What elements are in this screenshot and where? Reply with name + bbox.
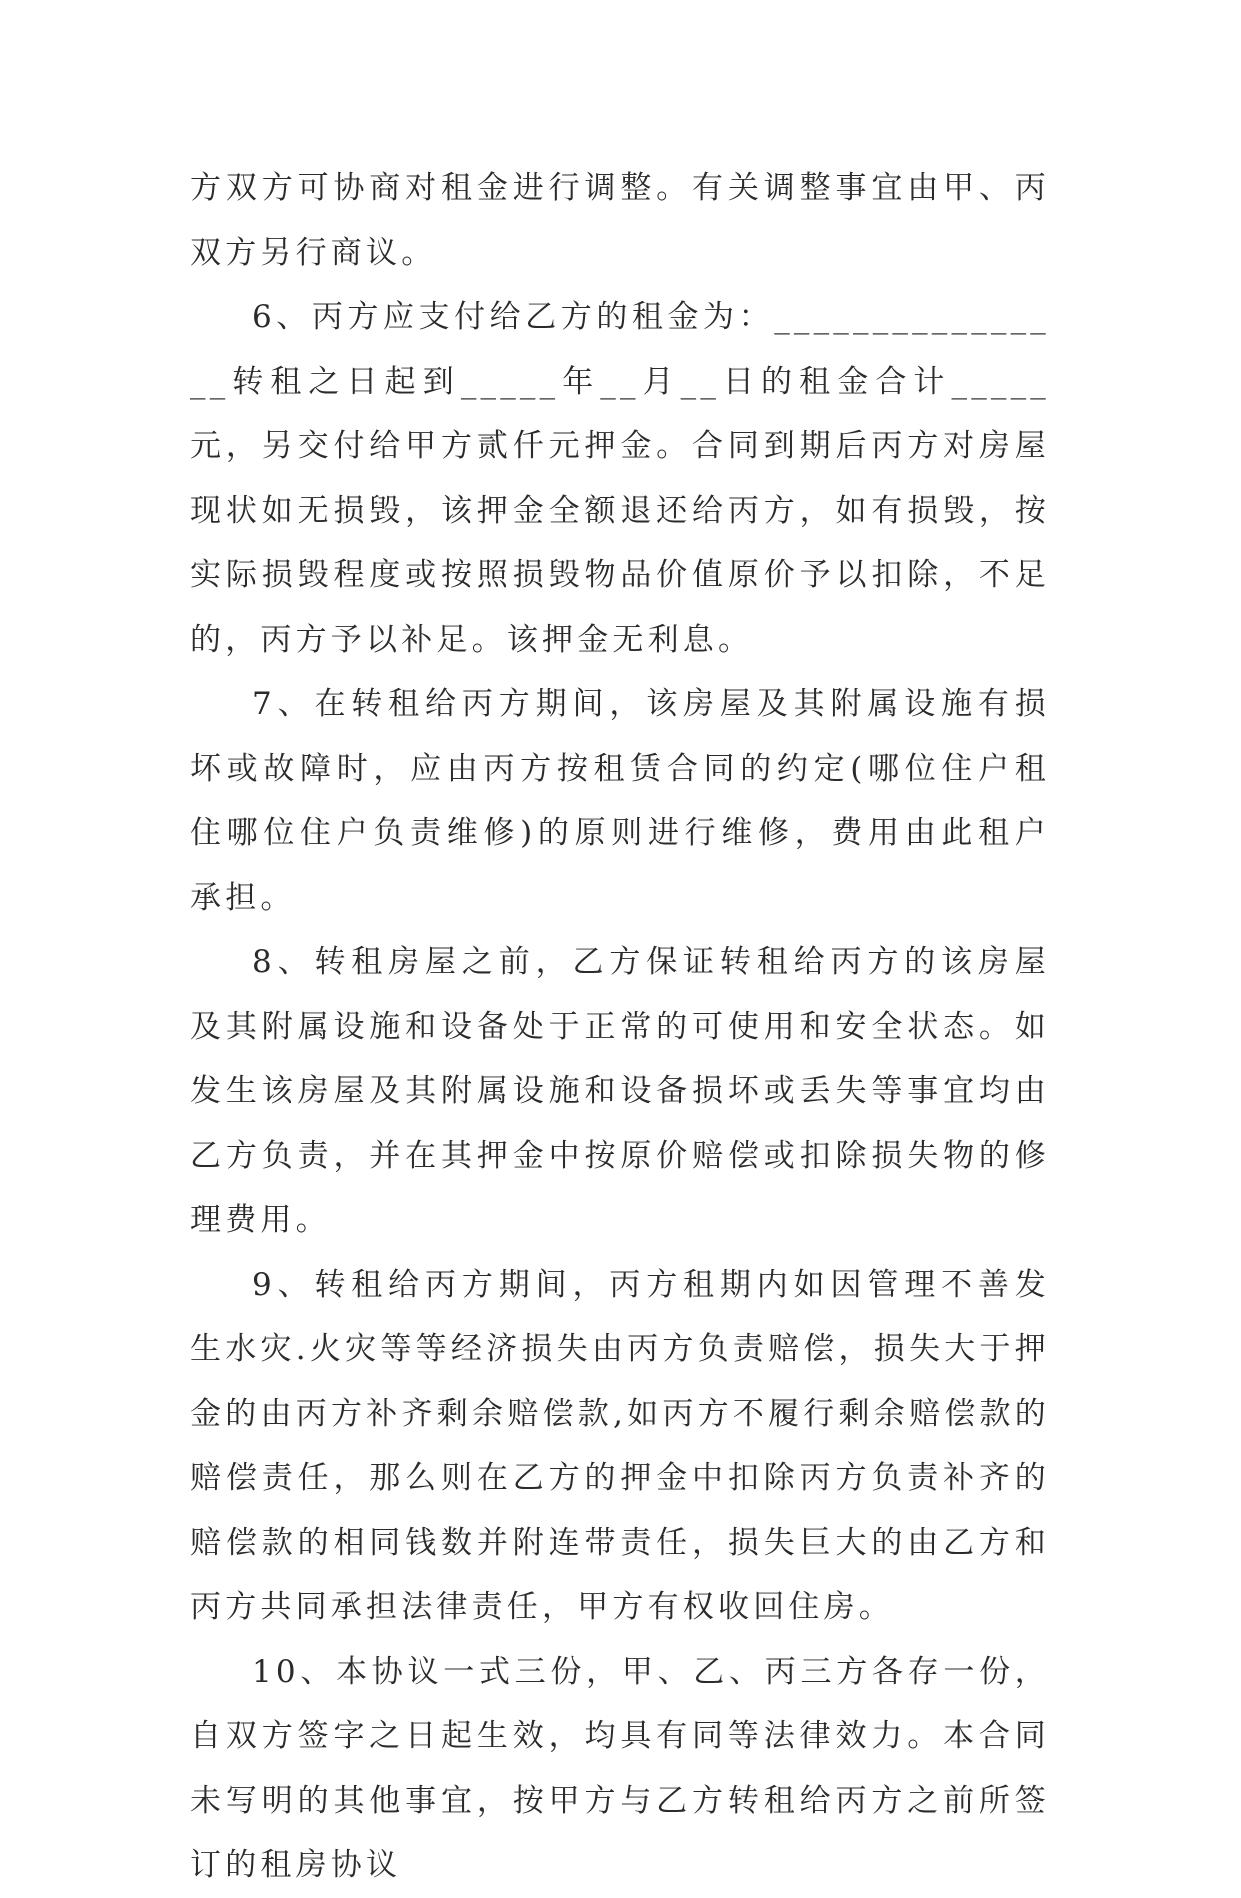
paragraph-clause-9: 9、转租给丙方期间，丙方租期内如因管理不善发生水灾.火灾等等经济损失由丙方负责赔偿，损失大于押金的由丙方补齐剩余赔偿款,如丙方不履行剩余赔偿款的赔偿责任，那么则在乙方的押金中扣除丙方负责补齐的赔偿款的相同钱数并附连带责任，损失巨大的由乙方和丙方共同承担法律责任，甲方有权收回住房。: [190, 1266, 1050, 1625]
paragraph-clause-7: 7、在转租给丙方期间，该房屋及其附属设施有损坏或故障时，应由丙方按租赁合同的约定(哪位住户租住哪位住户负责维修)的原则进行维修，费用由此租户承担。: [190, 686, 1050, 916]
paragraph-clause-10: 10、本协议一式三份，甲、乙、丙三方各存一份，自双方签字之日起生效，均具有同等法律效力。本合同未写明的其他事宜，按甲方与乙方转租给丙方之前所签订的租房协议: [190, 1653, 1050, 1883]
paragraph-continuation: 方双方可协商对租金进行调整。有关调整事宜由甲、丙双方另行商议。: [190, 170, 1050, 271]
paragraph-clause-8: 8、转租房屋之前，乙方保证转租给丙方的该房屋及其附属设施和设备处于正常的可使用和安全状态。如发生该房屋及其附属设施和设备损坏或丢失等事宜均由乙方负责，并在其押金中按原价赔偿或扣除损失物的修理费用。: [190, 944, 1050, 1238]
paragraph-clause-6: 6、丙方应支付给乙方的租金为：________________转租之日起到_____年__月__日的租金合计_____元，另交付给甲方贰仟元押金。合同到期后丙方对房屋现状如无损毁，该押金全额退还给丙方，如有损毁，按实际损毁程度或按照损毁物品价值原价予以扣除，不足的，丙方予以补足。该押金无利息。: [190, 299, 1050, 658]
document-body: [190, 156, 1050, 1898]
